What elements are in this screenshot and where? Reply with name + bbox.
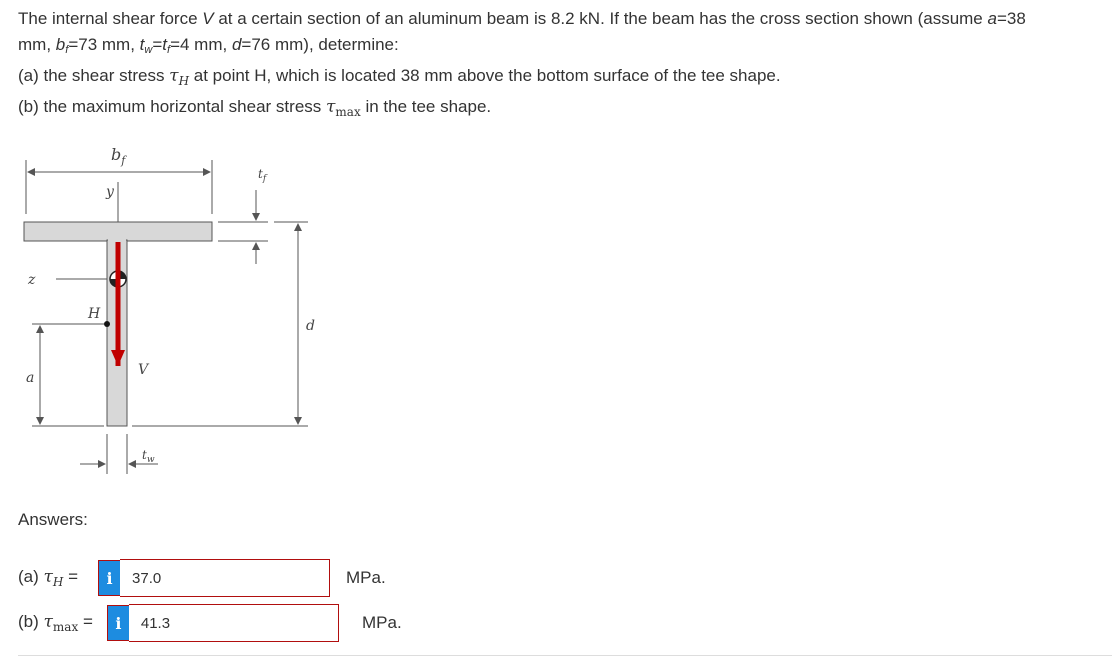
tf-label: $t_f$ xyxy=(258,167,267,184)
tee-junction xyxy=(108,239,126,242)
answer-row-b xyxy=(18,604,339,642)
problem-text: =73 mm, xyxy=(68,35,140,54)
tau-subscript: max xyxy=(52,620,79,634)
tee-cross-section-figure xyxy=(18,138,328,478)
problem-text: (b) the maximum horizontal shear stress xyxy=(18,97,326,116)
problem-statement xyxy=(18,6,1112,125)
problem-var-bf: b xyxy=(55,35,66,54)
tau-subscript: H xyxy=(178,74,190,88)
problem-text: at a certain section of an aluminum beam is 8.2 kN. If the beam has the cross section shown (assume xyxy=(213,9,988,28)
equals-sign: = xyxy=(63,567,79,586)
problem-var-a: a xyxy=(987,9,997,28)
problem-line-1 xyxy=(18,6,1112,32)
problem-text: in the tee shape. xyxy=(360,97,492,116)
problem-text: The internal shear force xyxy=(18,9,203,28)
tw-label: $t_w$ xyxy=(142,448,155,465)
problem-var-d: d xyxy=(231,35,242,54)
answer-label-text: (a) xyxy=(18,567,44,586)
problem-text: =38 xyxy=(996,9,1026,28)
tau-symbol: τ xyxy=(43,567,53,587)
tau-symbol: τ xyxy=(169,66,179,86)
answer-b-unit: MPa. xyxy=(362,613,402,632)
problem-text: at point H, which is located 38 mm above the bottom surface of the tee shape. xyxy=(189,66,781,85)
tau-subscript: max xyxy=(335,105,361,119)
d-label: d xyxy=(306,318,315,334)
bf-label: $b_f$ xyxy=(111,145,126,167)
point-h-dot xyxy=(104,321,110,327)
problem-text: =76 mm), determine: xyxy=(241,35,399,54)
answer-label-text: (b) xyxy=(18,612,44,631)
answer-a-input[interactable] xyxy=(120,559,330,597)
z-axis-label: z xyxy=(28,272,36,288)
tee-flange xyxy=(24,222,212,241)
problem-part-a xyxy=(18,63,1112,94)
answer-row-a xyxy=(18,559,330,597)
problem-subscript: w xyxy=(144,44,153,56)
tau-symbol: τ xyxy=(326,97,336,117)
info-icon[interactable]: i xyxy=(98,560,120,596)
problem-text: =4 mm, xyxy=(170,35,232,54)
tau-symbol: τ xyxy=(43,612,53,632)
problem-part-b xyxy=(18,94,1112,125)
point-h-label: H xyxy=(88,306,101,322)
problem-subscript: f xyxy=(167,44,171,56)
tee-diagram xyxy=(18,138,328,478)
tau-subscript: H xyxy=(52,575,64,589)
y-axis-label: y xyxy=(106,184,114,200)
problem-line-2 xyxy=(18,32,1112,63)
problem-text: = xyxy=(152,35,163,54)
problem-var-tf: t xyxy=(162,35,168,54)
answers-heading: Answers: xyxy=(18,510,88,529)
problem-subscript: f xyxy=(65,44,69,56)
a-label: a xyxy=(26,370,35,386)
answer-b-input[interactable] xyxy=(129,604,339,642)
v-label: V xyxy=(138,362,149,378)
divider xyxy=(18,655,1112,656)
problem-var-tw: t xyxy=(139,35,145,54)
answer-b-label xyxy=(18,612,93,634)
info-icon[interactable]: i xyxy=(107,605,129,641)
answer-a-label xyxy=(18,567,78,589)
problem-var-v: V xyxy=(202,9,214,28)
answer-a-unit: MPa. xyxy=(346,568,386,587)
equals-sign: = xyxy=(78,612,93,631)
problem-text: (a) the shear stress xyxy=(18,66,170,85)
problem-text: mm, xyxy=(18,35,56,54)
